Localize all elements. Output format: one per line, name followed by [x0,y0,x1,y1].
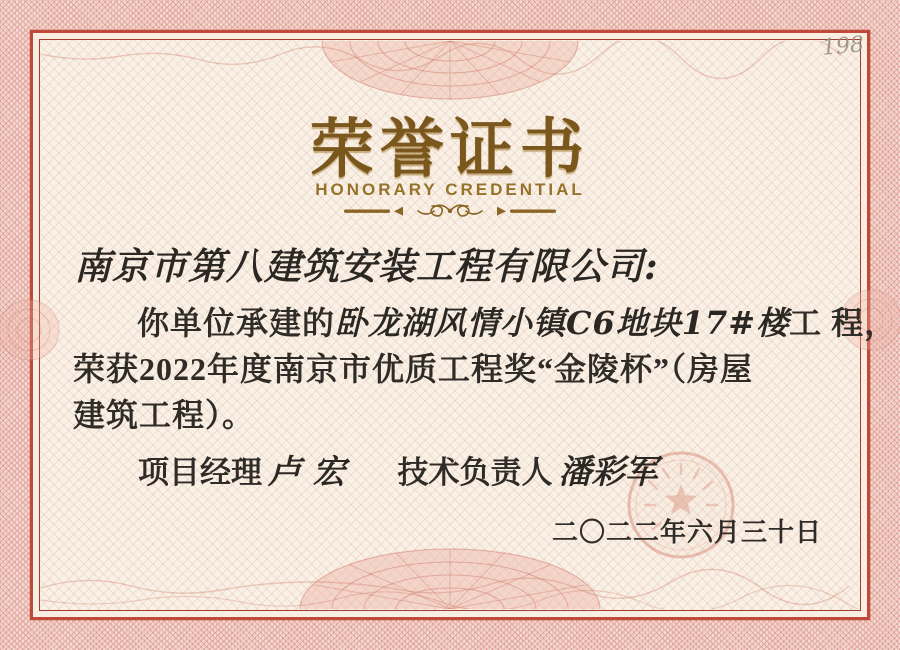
body-line1-lead: 你单位承建的 [137,305,336,341]
technical-lead-name: 潘彩军 [558,452,658,491]
recipient-company-name: 南京市第八建筑安装工程有限公司: [74,244,659,288]
certificate-title: 荣誉证书 [310,114,590,185]
technical-lead-label: 技术负责人 [397,455,553,490]
project-name: 卧龙湖风情小镇C6地块17#楼 [335,304,790,342]
corner-handwritten-number: 198 [820,32,866,61]
project-manager-label: 项目经理 [138,455,262,490]
project-manager-name: 卢 宏 [268,452,346,491]
body-line-1 [73,300,898,346]
flourish-divider [0,201,900,226]
issue-date: 二〇二二年六月三十日 [552,518,823,547]
body-line-3: 建筑工程）。 [73,397,256,433]
body-line1-tail: 工 程， [789,305,898,341]
signers-line [138,446,658,493]
certificate-body [73,300,898,438]
flourish-divider-icon [342,201,558,221]
body-line-2: 荣获2022年度南京市优质工程奖“金陵杯”（房屋 [73,351,754,387]
certificate-subtitle: HONORARY CREDENTIAL [315,180,585,199]
